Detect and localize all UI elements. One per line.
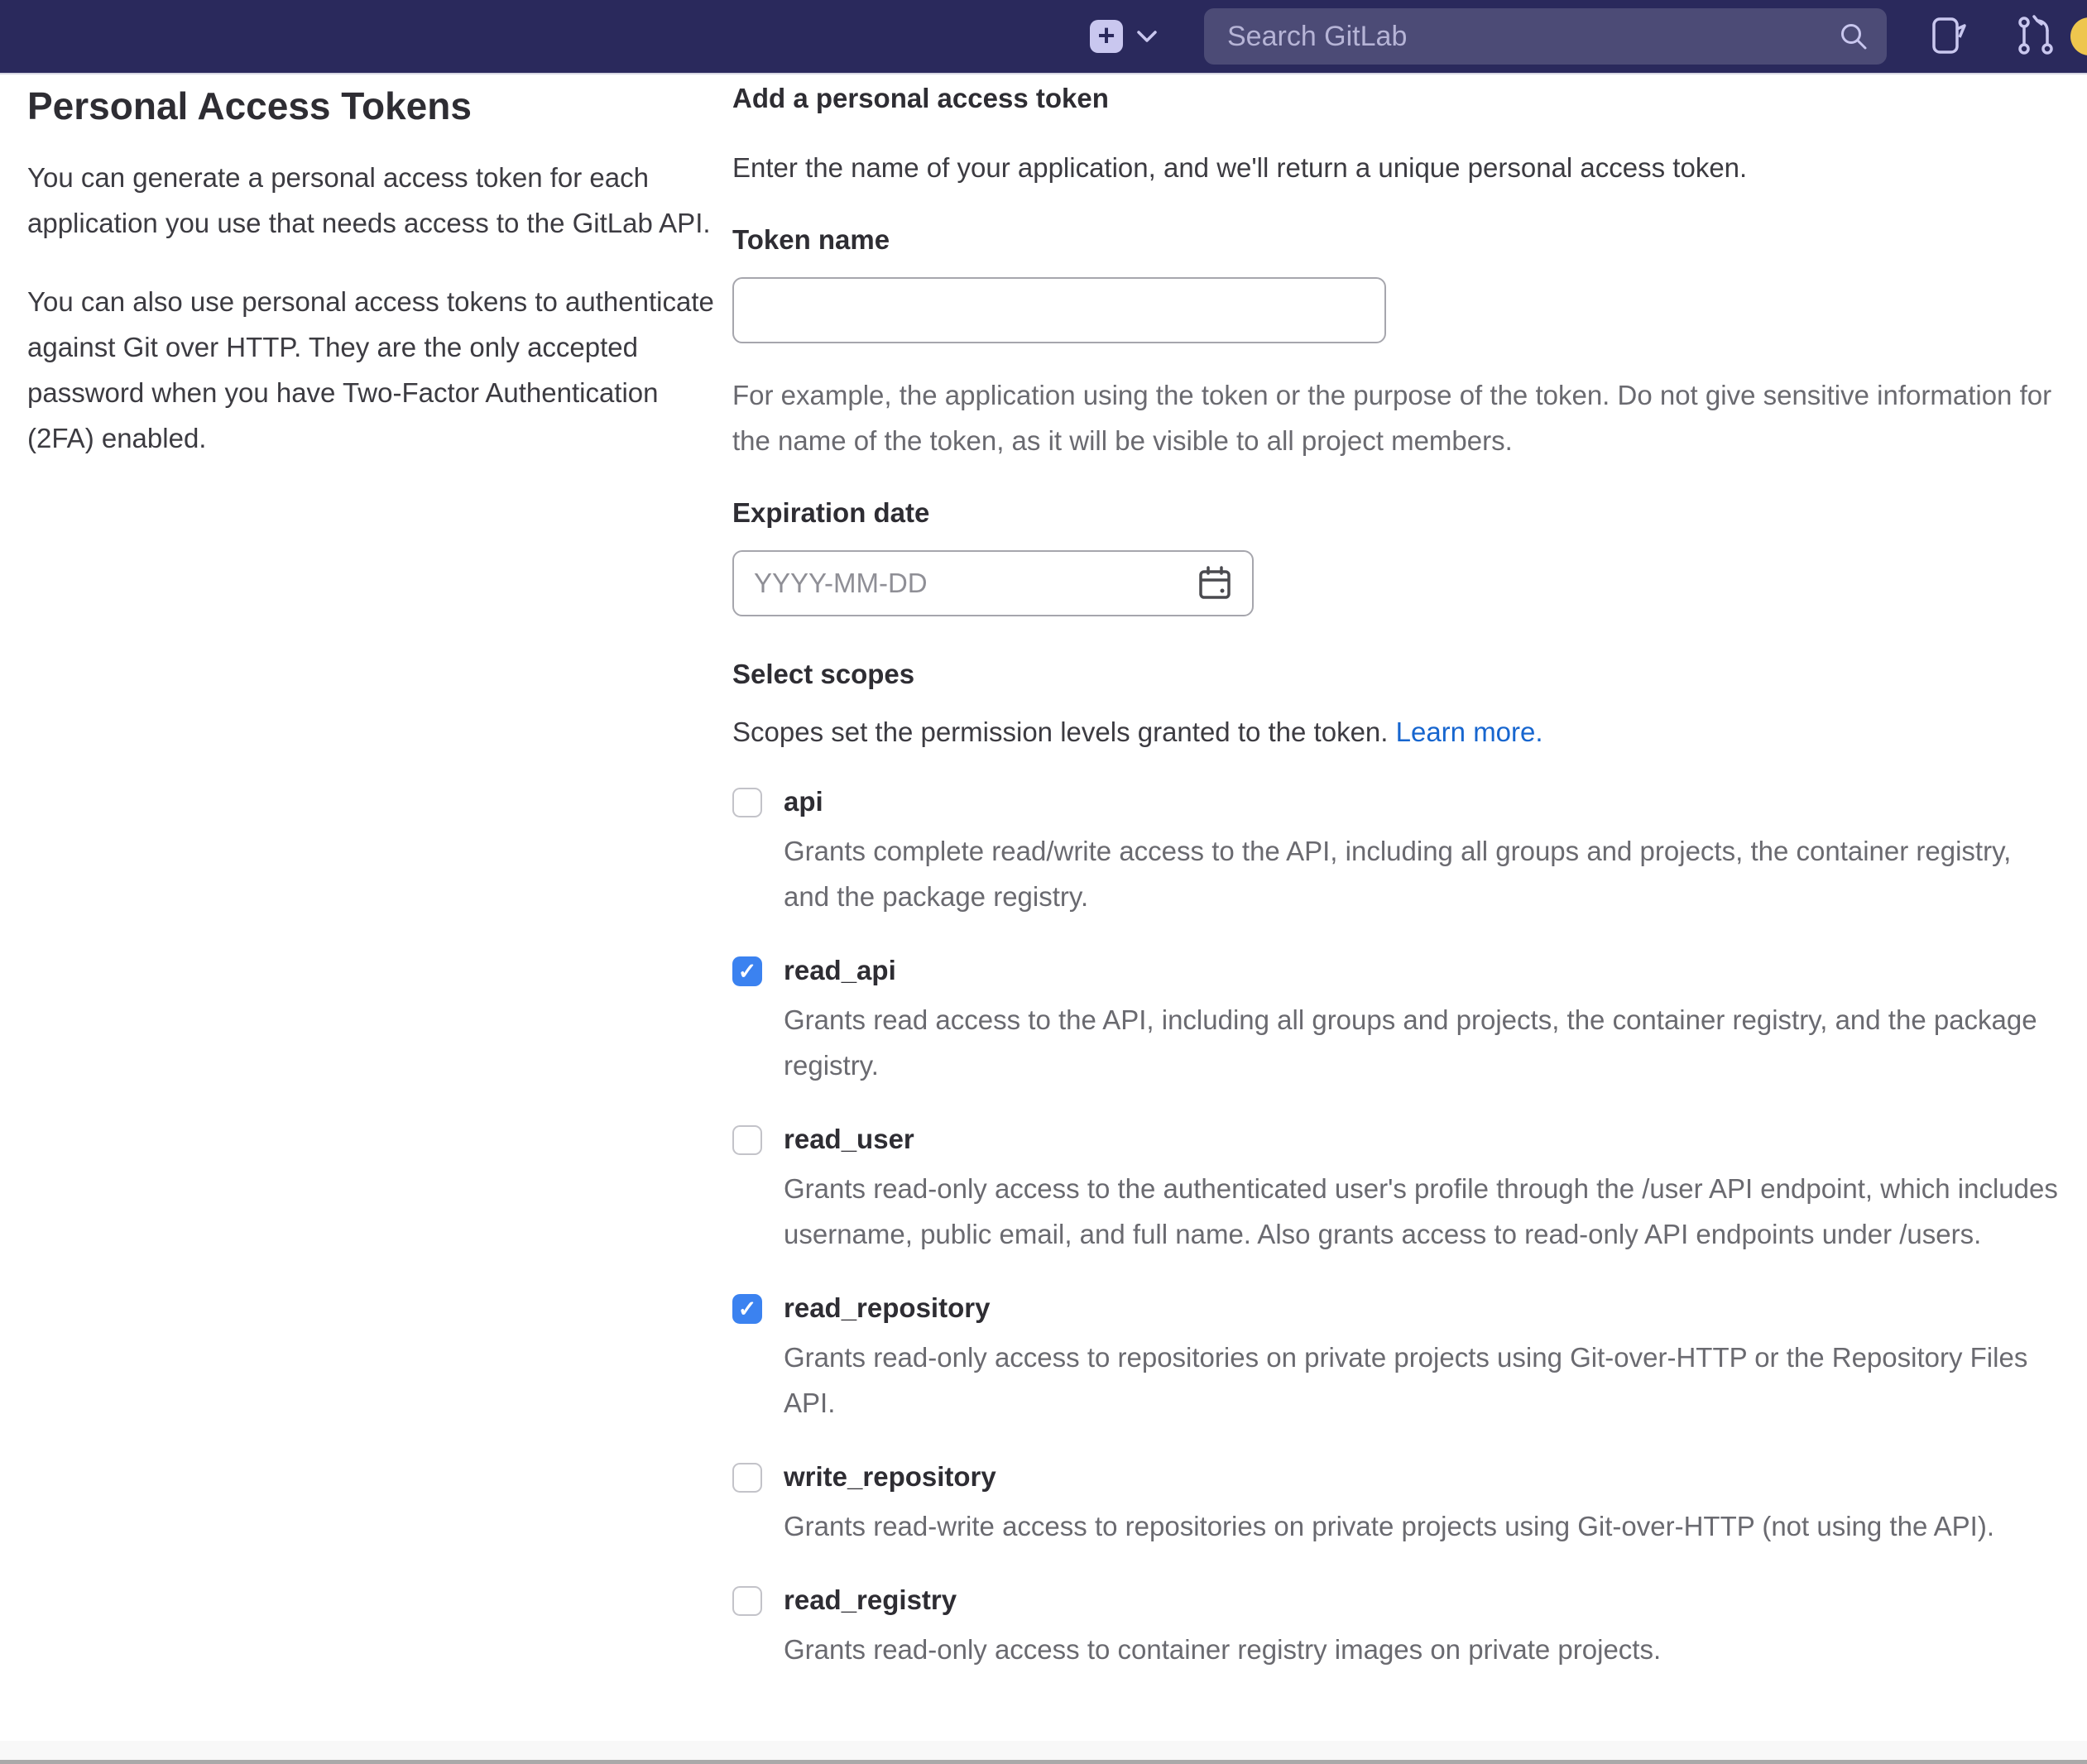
issues-icon	[1930, 14, 1968, 57]
plus-icon: +	[1090, 20, 1123, 53]
issues-button[interactable]	[1930, 14, 1968, 60]
scope-checkbox-write_repository[interactable]	[732, 1463, 762, 1493]
expiration-date-input[interactable]	[732, 550, 1254, 616]
scope-description: Grants complete read/write access to the API, including all groups and projects, the container registry, and the package registry.	[784, 836, 2012, 912]
scope-body	[784, 1582, 1661, 1672]
scope-body	[784, 1121, 2062, 1257]
scope-body	[784, 1459, 1994, 1549]
new-menu-button[interactable]	[1090, 20, 1158, 53]
expiration-date-label: Expiration date	[732, 497, 930, 528]
top-navbar	[0, 0, 2087, 74]
navbar-right-group	[1090, 0, 2087, 73]
learn-more-link[interactable]: Learn more.	[1395, 717, 1543, 747]
scope-label[interactable]: read_api	[784, 955, 896, 985]
scope-row-read_user	[732, 1121, 2062, 1257]
scopes-description-text: Scopes set the permission levels granted to the token.	[732, 717, 1389, 747]
scope-description: Grants read-write access to repositories on private projects using Git-over-HTTP (not using the API).	[784, 1511, 1994, 1541]
token-name-help: For example, the application using the token or the purpose of the token. Do not give sensitive information for the name of the token, as it will be visible to all project members.	[732, 380, 2052, 456]
search-icon[interactable]	[1837, 20, 1870, 53]
page-description-2: You can also use personal access tokens to authenticate against Git over HTTP. They are the only accepted password when you have Two-Factor Authentication (2FA) enabled.	[27, 286, 714, 453]
scope-body	[784, 784, 2062, 919]
merge-requests-button[interactable]	[2016, 14, 2057, 60]
token-name-input[interactable]	[732, 277, 1386, 343]
scope-body	[784, 1290, 2062, 1426]
scope-row-api	[732, 784, 2062, 919]
scope-checkbox-read_registry[interactable]	[732, 1586, 762, 1616]
scope-label[interactable]: read_user	[784, 1124, 914, 1154]
merge-request-icon	[2016, 14, 2057, 57]
form-intro: Enter the name of your application, and we'll return a unique personal access token.	[732, 152, 1748, 183]
select-scopes-label: Select scopes	[732, 659, 915, 689]
scope-row-write_repository	[732, 1459, 2062, 1549]
scope-row-read_registry	[732, 1582, 2062, 1672]
scope-body	[784, 952, 2062, 1088]
chevron-down-icon	[1136, 29, 1158, 44]
next-section-edge	[0, 1741, 2087, 1764]
scope-checkbox-read_api[interactable]	[732, 956, 762, 986]
scope-label[interactable]: api	[784, 786, 823, 817]
scope-checkbox-read_user[interactable]	[732, 1125, 762, 1155]
scope-row-read_repository	[732, 1290, 2062, 1426]
scope-description: Grants read access to the API, including all groups and projects, the container registry, and the package registry.	[784, 1004, 2037, 1081]
scope-checkbox-read_repository[interactable]	[732, 1294, 762, 1324]
token-name-label: Token name	[732, 224, 890, 255]
scopes-description	[732, 709, 2062, 755]
settings-description-column	[27, 80, 732, 494]
search-input[interactable]	[1226, 20, 1837, 54]
scope-description: Grants read-only access to the authenticated user's profile through the /user API endpoint, which includes username, public email, and full name. Also grants access to read-only API endpoints under /users.	[784, 1173, 2058, 1249]
page-description-1: You can generate a personal access token for each application you use that needs access to the GitLab API.	[27, 162, 711, 238]
scope-checkbox-api[interactable]	[732, 788, 762, 817]
avatar[interactable]	[2070, 17, 2087, 55]
scopes-list	[732, 784, 2062, 1672]
page-content	[0, 74, 2087, 1705]
scope-description: Grants read-only access to repositories on private projects using Git-over-HTTP or the Repository Files API.	[784, 1342, 2028, 1418]
scope-label[interactable]: write_repository	[784, 1461, 996, 1492]
scope-description: Grants read-only access to container registry images on private projects.	[784, 1634, 1662, 1665]
scope-label[interactable]: read_registry	[784, 1584, 957, 1615]
scope-row-read_api	[732, 952, 2062, 1088]
page-title: Personal Access Tokens	[27, 84, 472, 127]
navbar-search[interactable]	[1204, 8, 1887, 65]
form-title: Add a personal access token	[732, 83, 1109, 113]
expiration-date-field	[732, 550, 1254, 616]
add-token-form	[732, 80, 2062, 1705]
scope-label[interactable]: read_repository	[784, 1292, 991, 1323]
calendar-icon[interactable]	[1196, 564, 1234, 602]
